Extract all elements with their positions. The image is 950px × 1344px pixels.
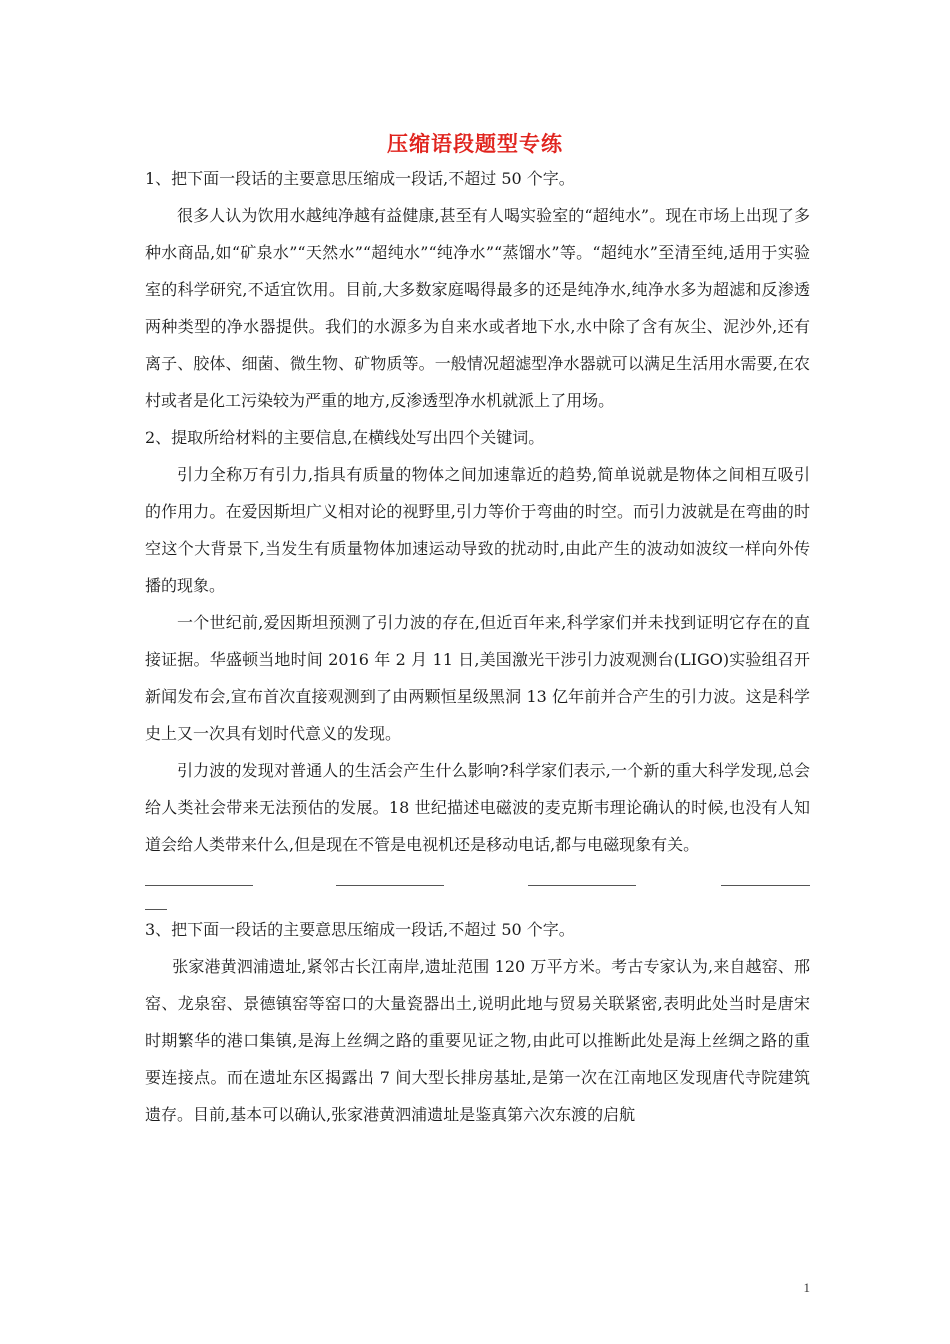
answer-blank-4[interactable] <box>721 885 810 886</box>
answer-blank-3[interactable] <box>528 885 636 886</box>
answer-blank-4-continued <box>145 909 167 910</box>
question-3-prompt: 3、把下面一段话的主要意思压缩成一段话,不超过 50 个字。 <box>145 920 575 939</box>
question-2-prompt: 2、提取所给材料的主要信息,在横线处写出四个关键词。 <box>145 428 545 447</box>
question-2-passage-3: 引力波的发现对普通人的生活会产生什么影响?科学家们表示,一个新的重大科学发现,总会给人类社会带来无法预估的发展。18 世纪描述电磁波的麦克斯韦理论确认的时候,也没有人知道会给人类带来什么,但是现在不管是电视机还是移动电话,都与电磁现象有关。 <box>145 761 810 854</box>
keyword-answer-blanks <box>145 863 810 911</box>
answer-blank-2[interactable] <box>336 885 444 886</box>
document-title: 压缩语段题型专练 <box>387 131 563 156</box>
answer-blank-1[interactable] <box>145 885 253 886</box>
question-3-passage: 张家港黄泗浦遗址,紧邻古长江南岸,遗址范围 120 万平方米。考古专家认为,来自越窑、邢窑、龙泉窑、景德镇窑等窑口的大量瓷器出土,说明此地与贸易关联紧密,表明此处当时是唐宋时期繁华的港口集镇,是海上丝绸之路的重要见证之物,由此可以推断此处是海上丝绸之路的重要连接点。而在遗址东区揭露出 7 间大型长排房基址,是第一次在江南地区发现唐代寺院建筑遗存。目前,基本可以确认,张家港黄泗浦遗址是鉴真第六次东渡的启航 <box>145 957 810 1124</box>
question-1-prompt: 1、把下面一段话的主要意思压缩成一段话,不超过 50 个字。 <box>145 169 575 188</box>
question-1-passage: 很多人认为饮用水越纯净越有益健康,甚至有人喝实验室的“超纯水”。现在市场上出现了多种水商品,如“矿泉水”“天然水”“超纯水”“纯净水”“蒸馏水”等。“超纯水”至清至纯,适用于实验室的科学研究,不适宜饮用。目前,大多数家庭喝得最多的还是纯净水,纯净水多为超滤和反渗透两种类型的净水器提供。我们的水源多为自来水或者地下水,水中除了含有灰尘、泥沙外,还有离子、胶体、细菌、微生物、矿物质等。一般情况超滤型净水器就可以满足生活用水需要,在农村或者是化工污染较为严重的地方,反渗透型净水机就派上了用场。 <box>145 206 810 410</box>
page-number: 1 <box>803 1280 810 1295</box>
question-2-passage-2: 一个世纪前,爱因斯坦预测了引力波的存在,但近百年来,科学家们并未找到证明它存在的直接证据。华盛顿当地时间 2016 年 2 月 11 日,美国激光干涉引力波观测台(LIGO)实验组召开新闻发布会,宣布首次直接观测到了由两颗恒星级黑洞 13 亿年前并合产生的引力波。这是科学史上又一次具有划时代意义的发现。 <box>145 613 810 743</box>
document-body <box>145 160 810 1133</box>
question-2-passage-1: 引力全称万有引力,指具有质量的物体之间加速靠近的趋势,简单说就是物体之间相互吸引的作用力。在爱因斯坦广义相对论的视野里,引力等价于弯曲的时空。而引力波就是在弯曲的时空这个大背景下,当发生有质量物体加速运动导致的扰动时,由此产生的波动如波纹一样向外传播的现象。 <box>145 465 810 595</box>
